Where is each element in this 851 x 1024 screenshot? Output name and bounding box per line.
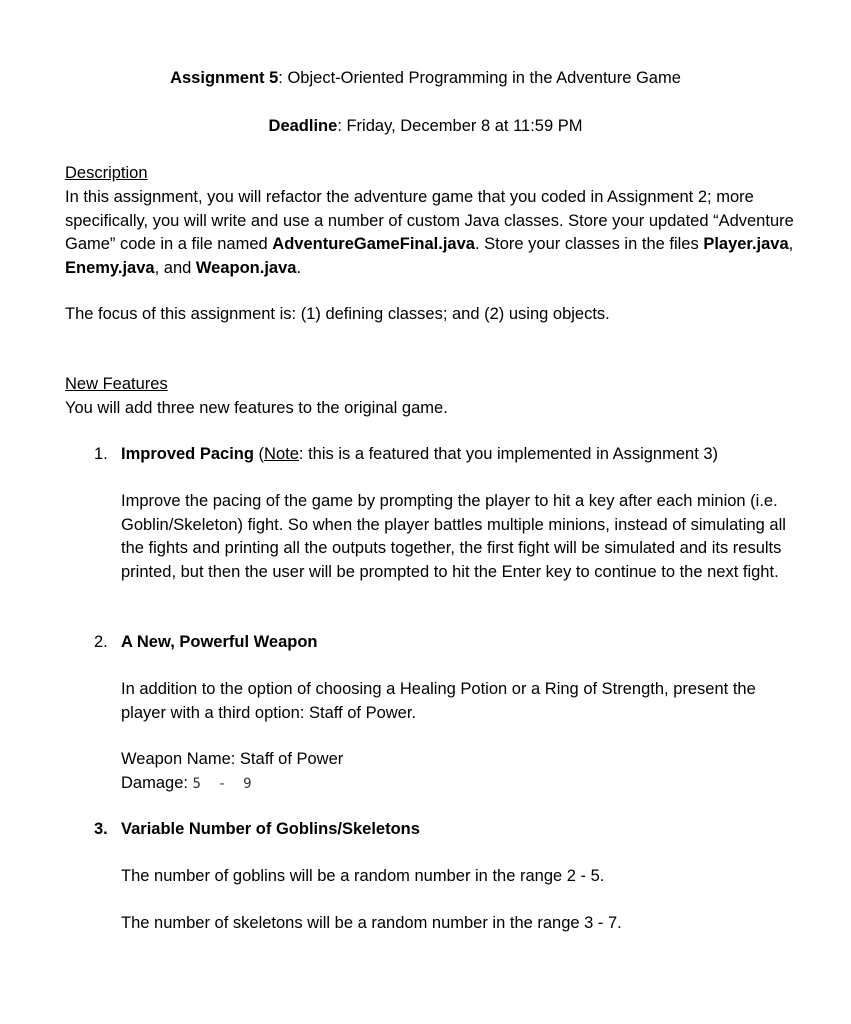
weapon-file-name: Weapon.java [195, 258, 297, 277]
assignment-title [0, 69, 851, 88]
description-sep-1: , [788, 235, 794, 253]
feature-title: Variable Number of Goblins/Skeletons [121, 820, 420, 838]
deadline [0, 117, 851, 136]
enemy-file-name: Enemy.java [65, 258, 155, 277]
note-text: : this is a featured that you implemented in Assignment 3) [298, 445, 719, 463]
feature-item-2-body: In addition to the option of choosing a Healing Potion or a Ring of Strength, present the player with a third option: Staff of Power. [121, 680, 756, 722]
focus-statement: The focus of this assignment is: (1) defining classes; and (2) using objects. [65, 305, 610, 323]
note-label: Note [264, 445, 299, 463]
list-number: 3. [94, 820, 108, 838]
feature-title: Improved Pacing [121, 445, 254, 463]
damage-range: 5 - 9 [192, 776, 252, 792]
description-text-2: . Store your classes in the files [474, 235, 704, 253]
description-sep-2: , and [154, 258, 196, 277]
main-file-name: AdventureGameFinal.java [272, 235, 475, 253]
features-intro: You will add three new features to the original game. [65, 399, 448, 417]
features-heading [65, 373, 800, 397]
damage-label: Damage: [121, 774, 193, 792]
feature-item-2-title [121, 631, 318, 655]
feature-title: A New, Powerful Weapon [121, 633, 318, 651]
feature-item-1-title [121, 443, 718, 467]
description-text-1: In this assignment, you will refactor the adventure game that you coded in Assignment 2; more specifically, you will write and use a number of custom Java classes. Store your updated “Adventure Game” code in a file named [65, 188, 794, 253]
description-heading-text: Description [65, 164, 148, 182]
assignment-title-rest: : Object-Oriented Programming in the Adventure Game [278, 69, 681, 87]
deadline-label: Deadline [268, 117, 338, 135]
assignment-title-bold: Assignment 5 [170, 69, 279, 87]
list-number: 1. [94, 445, 108, 463]
feature-item-1-body: Improve the pacing of the game by prompting the player to hit a key after each minion (i.e. Goblin/Skeleton) fight. So when the player battles multiple minions, instead of simulating all the fights and printing all the outputs together, the first fight will be simulated and its results printed, but then the user will be prompted to hit the Enter key to continue to the next fight. [121, 492, 786, 581]
deadline-value: : Friday, December 8 at 11:59 PM [337, 117, 583, 135]
feature-item-3-title [121, 818, 420, 842]
player-file-name: Player.java [703, 235, 789, 253]
skeletons-range: The number of skeletons will be a random number in the range 3 - 7. [121, 914, 622, 932]
goblins-range: The number of goblins will be a random number in the range 2 - 5. [121, 867, 605, 885]
description-end: . [296, 258, 302, 277]
note-open: ( [253, 445, 265, 463]
features-heading-text: New Features [65, 375, 168, 393]
weapon-damage [121, 772, 801, 797]
description-paragraph [65, 186, 800, 280]
list-number: 2. [94, 633, 108, 651]
weapon-name: Weapon Name: Staff of Power [121, 750, 344, 768]
description-heading [65, 162, 800, 186]
